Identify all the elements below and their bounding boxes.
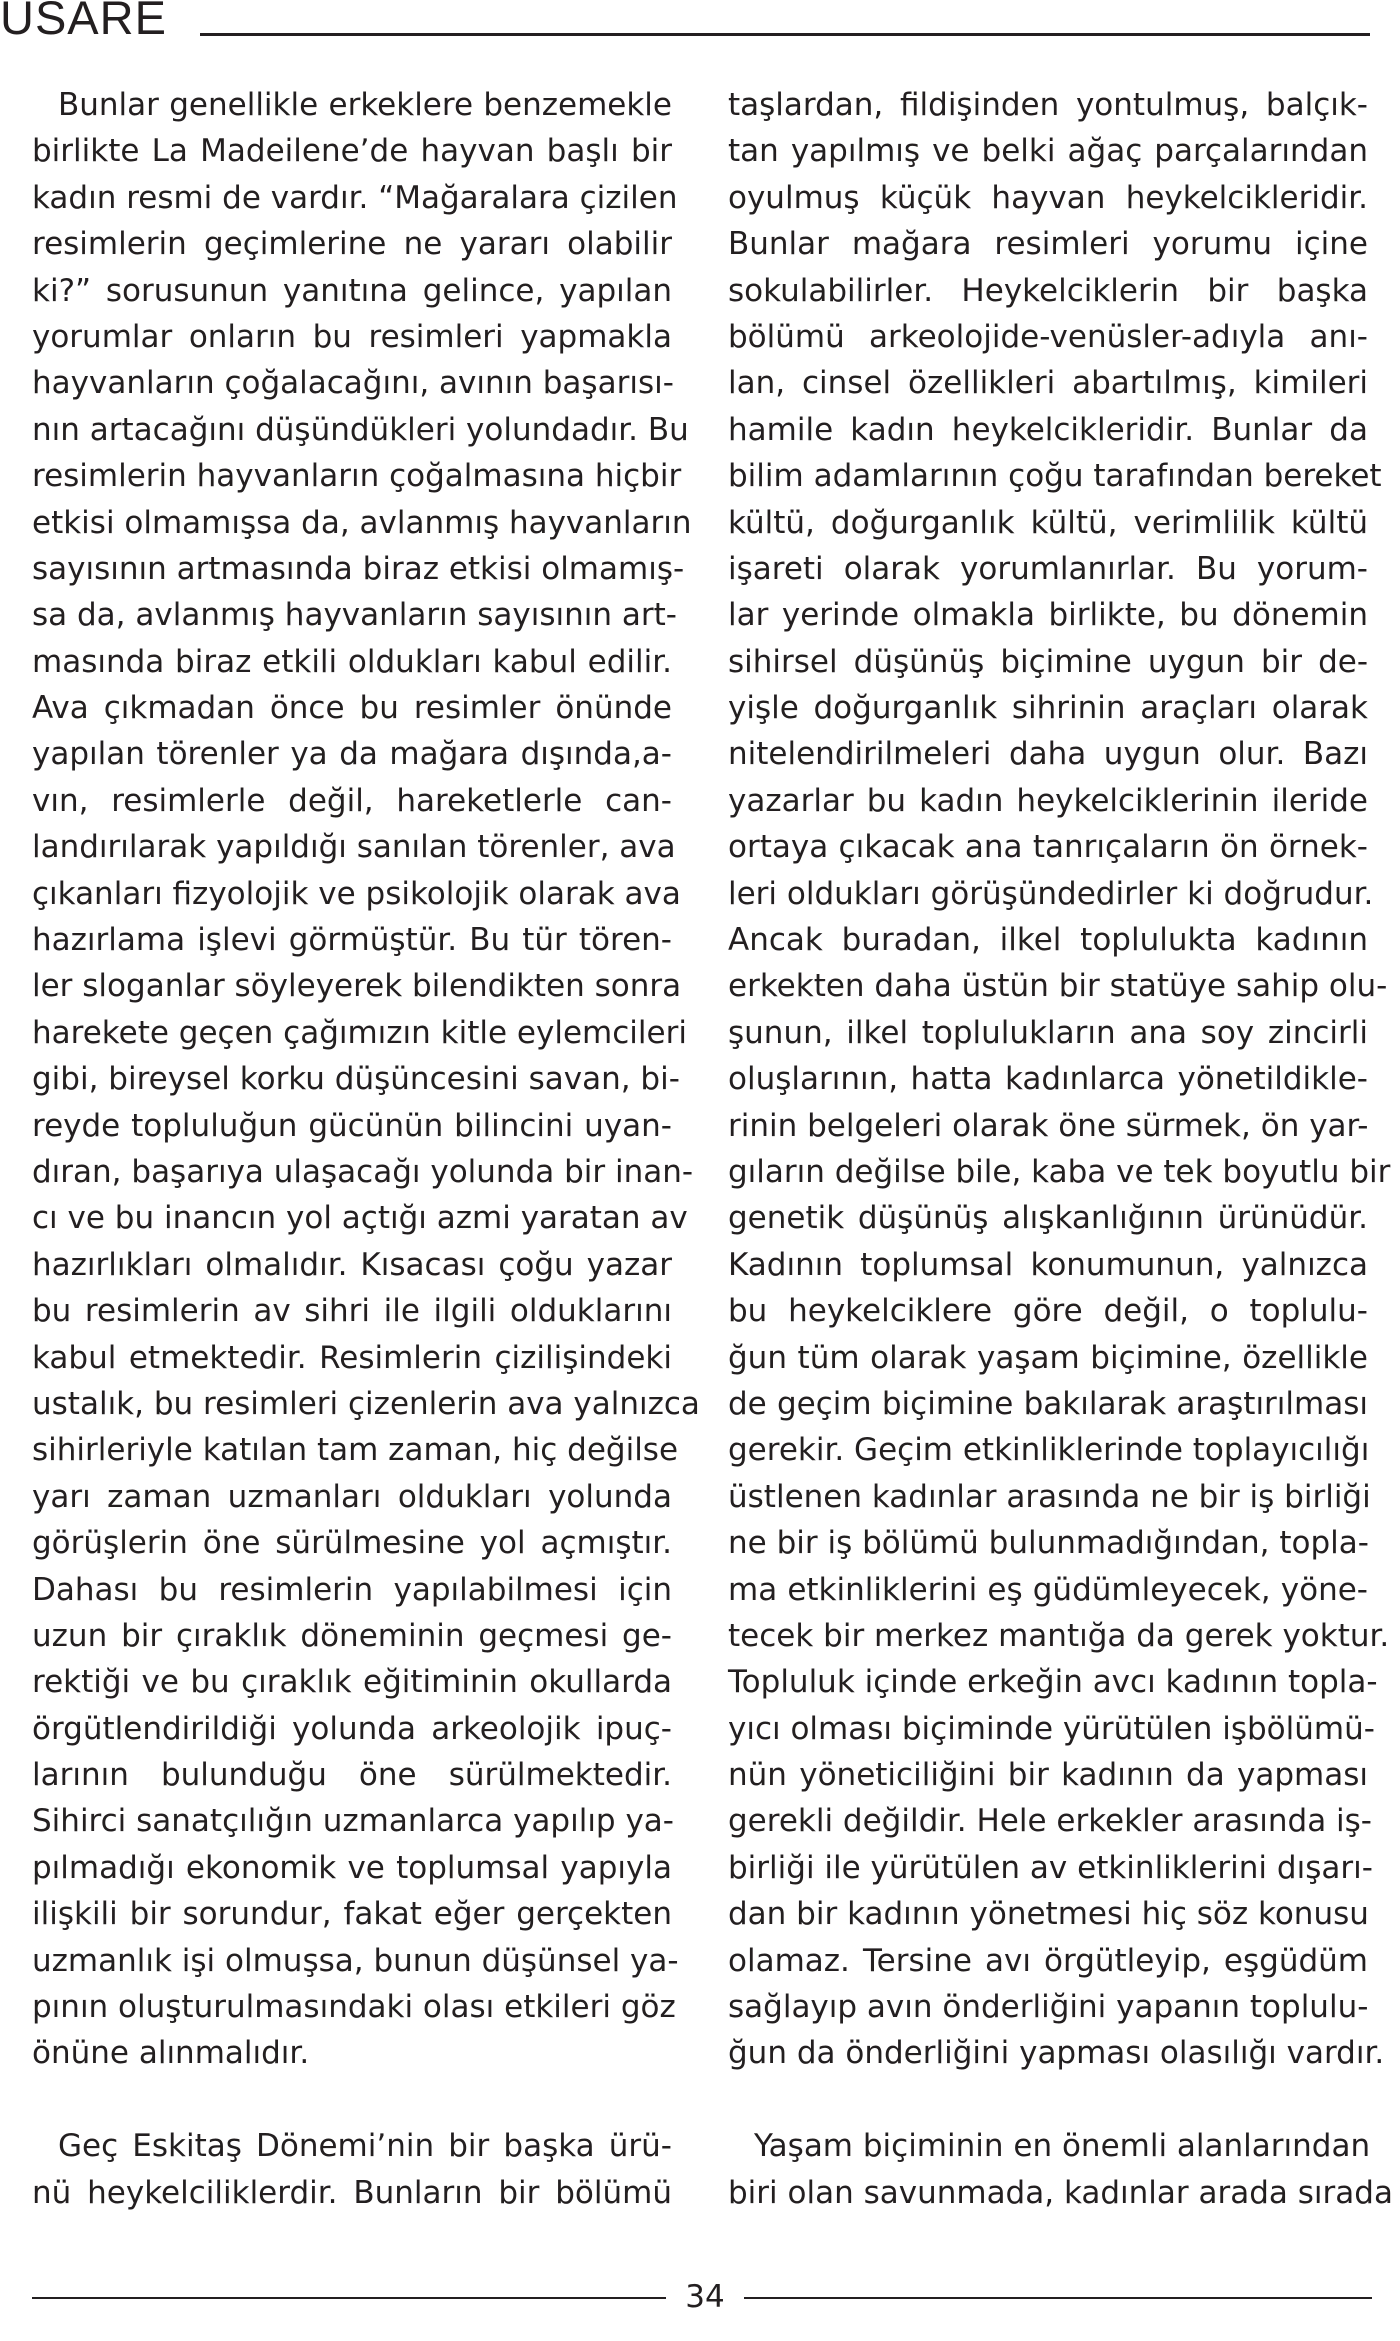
text-line: önüne alınmalıdır.	[32, 2035, 310, 2072]
text-line: yapılan törenler ya da mağara dışında,a-	[32, 736, 672, 773]
text-line: lan, cinsel özellikleri abartılmış, kimileri	[728, 365, 1368, 402]
text-line: nün yöneticiliğini bir kadının da yapması	[728, 1757, 1368, 1794]
text-line: olamaz. Tersine avı örgütleyip, eşgüdüm	[728, 1942, 1368, 1979]
text-line: bilim adamlarının çoğu tarafından bereket	[728, 458, 1382, 495]
text-line: Ancak buradan, ilkel toplulukta kadının	[728, 922, 1368, 959]
text-line: vın, resimlerle değil, hareketlerle can-	[32, 782, 672, 819]
text-line: ki?” sorusunun yanıtına gelince, yapılan	[32, 272, 672, 309]
text-line: reyde topluluğun gücünün bilincini uyan-	[32, 1107, 672, 1144]
left-text-column	[32, 82, 700, 2216]
text-line: Ava çıkmadan önce bu resimler önünde	[32, 690, 672, 727]
text-line: kabul etmektedir. Resimlerin çizilişindeki	[32, 1339, 672, 1376]
text-line: biri olan savunmada, kadınlar arada sırada	[728, 2174, 1393, 2211]
text-line: Sihirci sanatçılığın uzmanlarca yapılıp ya-	[32, 1803, 674, 1840]
text-line: Dahası bu resimlerin yapılabilmesi için	[32, 1571, 672, 1608]
text-line: bölümü arkeolojide-venüsler-adıyla anı-	[728, 318, 1368, 355]
text-line: harekete geçen çağımızın kitle eylemcileri	[32, 1014, 687, 1051]
text-line: tecek bir merkez mantığa da gerek yoktur.	[728, 1617, 1390, 1654]
text-line: görüşlerin öne sürülmesine yol açmıştır.	[32, 1525, 672, 1562]
page-footer	[32, 2277, 1372, 2317]
text-line: üstlenen kadınlar arasında ne bir iş birliği	[728, 1478, 1371, 1515]
text-line: sokulabilirler. Heykelciklerin bir başka	[728, 272, 1368, 309]
text-line: dıran, başarıya ulaşacağı yolunda bir inan-	[32, 1153, 694, 1190]
text-line: lar yerinde olmakla birlikte, bu dönemin	[728, 597, 1368, 634]
text-line: pılmadığı ekonomik ve toplumsal yapıyla	[32, 1849, 672, 1886]
footer-rule-right	[744, 2297, 1372, 2299]
footer-rule-left	[32, 2297, 666, 2299]
text-line: etkisi olmamışsa da, avlanmış hayvanların	[32, 504, 692, 541]
text-line: ğun tüm olarak yaşam biçimine, özellikle	[728, 1339, 1368, 1376]
text-line: oluşlarının, hatta kadınlarca yönetildikle-	[728, 1061, 1368, 1098]
paragraph-gap	[728, 2077, 1368, 2123]
text-line: gerekir. Geçim etkinliklerinde toplayıcılığı	[728, 1432, 1370, 1469]
text-line: hamile kadın heykelcikleridir. Bunlar da	[728, 411, 1368, 448]
text-line: hazırlama işlevi görmüştür. Bu tür tören-	[32, 922, 672, 959]
text-line: yorumlar onların bu resimleri yapmakla	[32, 318, 672, 355]
text-line: rektiği ve bu çıraklık eğitiminin okullarda	[32, 1664, 672, 1701]
text-line: erkekten daha üstün bir statüye sahip olu-	[728, 968, 1388, 1005]
text-line: sağlayıp avın önderliğini yapanın toplulu-	[728, 1989, 1369, 2026]
text-line: rinin belgeleri olarak öne sürmek, ön yar-	[728, 1107, 1369, 1144]
text-line: örgütlendirildiği yolunda arkeolojik ipuç-	[32, 1710, 672, 1747]
text-line: yazarlar bu kadın heykelciklerinin ileride	[728, 782, 1368, 819]
text-line: oyulmuş küçük hayvan heykelcikleridir.	[728, 179, 1368, 216]
paragraph-gap	[32, 2077, 672, 2123]
text-line: cı ve bu inancın yol açtığı azmi yaratan av	[32, 1200, 688, 1237]
text-line: nın artacağını düşündükleri yolundadır. Bu	[32, 411, 689, 448]
text-line: gerekli değildir. Hele erkekler arasında iş-	[728, 1803, 1372, 1840]
text-line: birliği ile yürütülen av etkinliklerini dışarı-	[728, 1849, 1373, 1886]
page-number: 34	[685, 2279, 725, 2315]
text-line: pının oluşturulmasındaki olası etkileri göz	[32, 1989, 676, 2026]
text-line: Kadının toplumsal konumunun, yalnızca	[728, 1246, 1368, 1283]
text-line: ğun da önderliğini yapması olasılığı vardır.	[728, 2035, 1385, 2072]
text-line: Yaşam biçiminin en önemli alanlarından	[754, 2128, 1371, 2165]
text-line: masında biraz etkili oldukları kabul edilir.	[32, 643, 672, 680]
text-line: dan bir kadının yönetmesi hiç söz konusu	[728, 1896, 1369, 1933]
text-line: işareti olarak yorumlanırlar. Bu yorum-	[728, 550, 1368, 587]
text-line: resimlerin geçimlerine ne yararı olabilir	[32, 226, 672, 263]
text-line: taşlardan, fildişinden yontulmuş, balçık-	[728, 87, 1368, 123]
text-line: bu heykelciklere göre değil, o toplulu-	[728, 1293, 1368, 1330]
text-line: sayısının artmasında biraz etkisi olmamış-	[32, 550, 685, 587]
text-line: nü heykelciliklerdir. Bunların bir bölümü	[32, 2174, 672, 2211]
text-line: leri oldukları görüşündedirler ki doğrudur.	[728, 875, 1374, 912]
text-line: uzmanlık işi olmuşsa, bunun düşünsel ya-	[32, 1942, 679, 1979]
text-line: resimlerin hayvanların çoğalmasına hiçbir	[32, 458, 682, 495]
running-header-title: USARE	[0, 0, 167, 44]
text-line: genetik düşünüş alışkanlığının ürünüdür.	[728, 1200, 1368, 1237]
text-line: gibi, bireysel korku düşüncesini savan, bi-	[32, 1061, 680, 1098]
text-line: Topluluk içinde erkeğin avcı kadının topla-	[728, 1664, 1378, 1701]
text-line: ler sloganlar söyleyerek bilendikten sonra	[32, 968, 682, 1005]
text-line: gıların değilse bile, kaba ve tek boyutlu bir	[728, 1153, 1391, 1190]
text-line: larının bulunduğu öne sürülmektedir.	[32, 1757, 672, 1794]
text-line: ne bir iş bölümü bulunmadığından, topla-	[728, 1525, 1369, 1562]
text-line: sa da, avlanmış hayvanların sayısının art-	[32, 597, 677, 634]
text-line: hayvanların çoğalacağını, avının başarısı-	[32, 365, 674, 402]
text-line: çıkanları fizyolojik ve psikolojik olarak ava	[32, 875, 681, 912]
text-line: sihirleriyle katılan tam zaman, hiç değilse	[32, 1432, 679, 1469]
text-line: nitelendirilmeleri daha uygun olur. Bazı	[728, 736, 1368, 773]
text-line: Bunlar genellikle erkeklere benzemekle	[58, 87, 672, 123]
text-line: landırılarak yapıldığı sanılan törenler, ava	[32, 829, 676, 866]
page-header	[0, 0, 1400, 44]
text-line: de geçim biçimine bakılarak araştırılması	[728, 1385, 1368, 1422]
text-line: Bunlar mağara resimleri yorumu içine	[728, 226, 1368, 263]
text-line: yıcı olması biçiminde yürütülen işbölümü-	[728, 1710, 1375, 1747]
text-line: sihirsel düşünüş biçimine uygun bir de-	[728, 643, 1368, 680]
text-line: kültü, doğurganlık kültü, verimlilik kültü	[728, 504, 1368, 541]
text-line: Geç Eskitaş Dönemi’nin bir başka ürü-	[58, 2128, 672, 2165]
text-line: yarı zaman uzmanları oldukları yolunda	[32, 1478, 672, 1515]
text-line: ustalık, bu resimleri çizenlerin ava yalnızca	[32, 1385, 700, 1422]
text-line: bu resimlerin av sihri ile ilgili olduklarını	[32, 1293, 672, 1330]
text-line: şunun, ilkel toplulukların ana soy zincirli	[728, 1014, 1368, 1051]
text-line: ma etkinliklerini eş güdümleyecek, yöne-	[728, 1571, 1368, 1608]
text-line: hazırlıkları olmalıdır. Kısacası çoğu yazar	[32, 1246, 672, 1283]
header-rule	[200, 33, 1370, 36]
text-line: birlikte La Madeilene’de hayvan başlı bir	[32, 133, 672, 170]
text-line: kadın resmi de vardır. “Mağaralara çizilen	[32, 179, 678, 216]
text-line: uzun bir çıraklık döneminin geçmesi ge-	[32, 1617, 672, 1654]
text-line: ortaya çıkacak ana tanrıçaların ön örnek-	[728, 829, 1368, 866]
text-line: ilişkili bir sorundur, fakat eğer gerçekten	[32, 1896, 672, 1933]
text-line: tan yapılmış ve belki ağaç parçalarından	[728, 133, 1368, 170]
right-text-column	[728, 82, 1393, 2216]
text-line: yişle doğurganlık sihrinin araçları olarak	[728, 690, 1368, 727]
